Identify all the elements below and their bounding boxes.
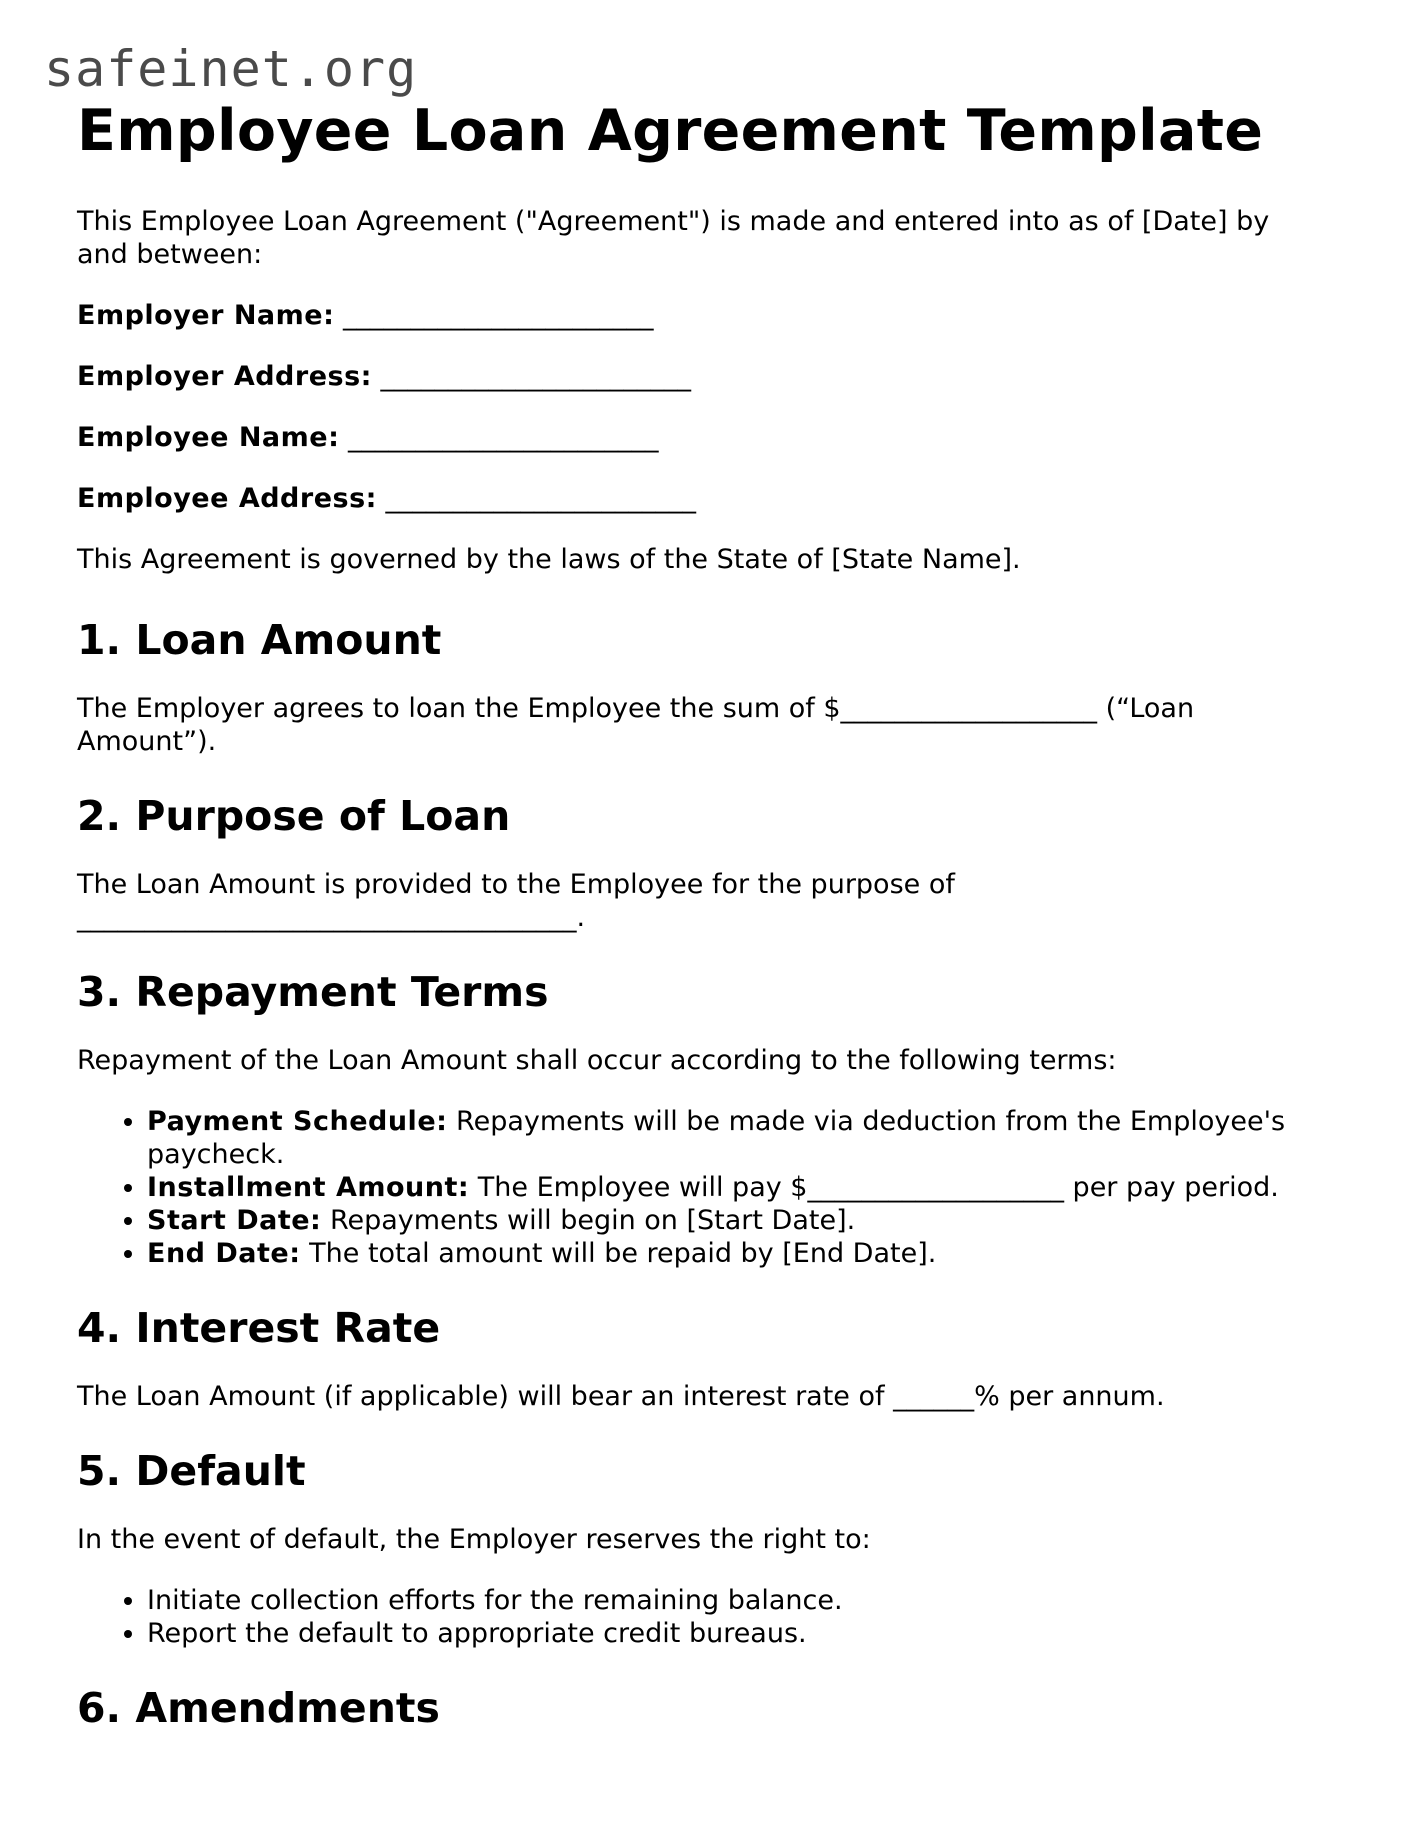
list-item [147, 1105, 1327, 1171]
section-heading-interest: 4. Interest Rate [77, 1304, 441, 1352]
repayment-terms-list [77, 1105, 1327, 1270]
section-heading-amendments: 6. Amendments [77, 1684, 440, 1732]
term-label: End Date: [147, 1238, 301, 1269]
interest-paragraph: The Loan Amount (if applicable) will bear an interest rate of ______% per annum. [77, 1381, 1165, 1412]
default-paragraph: In the event of default, the Employer reserves the right to: [77, 1524, 871, 1555]
governing-law-paragraph: This Agreement is governed by the laws of the State of [State Name]. [77, 544, 1021, 575]
watermark: safeinet.org [44, 40, 418, 98]
document-body [77, 96, 1327, 1733]
field-blank: _______________________ [343, 300, 654, 331]
term-text: The Employee will pay $___________________ per pay period. [477, 1172, 1279, 1203]
section-heading-loan-amount: 1. Loan Amount [77, 616, 442, 664]
section-heading-default: 5. Default [77, 1447, 306, 1495]
repayment-paragraph: Repayment of the Loan Amount shall occur according to the following terms: [77, 1045, 1117, 1076]
field-blank: _______________________ [380, 361, 692, 392]
loan-amount-paragraph: The Employer agrees to loan the Employee the sum of $___________________ (“Loan Amount”). [77, 693, 1195, 757]
list-item [147, 1204, 1327, 1237]
field-label: Employee Name: [77, 422, 340, 453]
employer-address-field [77, 360, 1327, 393]
list-item [147, 1171, 1327, 1204]
term-text: Repayments will be made via deduction from the Employee's paycheck. [147, 1106, 1286, 1170]
page-title: Employee Loan Agreement Template [77, 98, 1264, 164]
term-label: Installment Amount: [147, 1172, 470, 1203]
purpose-paragraph: The Loan Amount is provided to the Employee for the purpose of _____________________________________. [77, 869, 955, 933]
field-blank: _______________________ [348, 422, 659, 453]
field-label: Employee Address: [77, 483, 377, 514]
field-label: Employer Name: [77, 300, 335, 331]
term-text: Repayments will begin on [Start Date]. [329, 1205, 856, 1236]
employee-name-field [77, 421, 1327, 454]
list-item: • Initiate collection efforts for the remaining balance. [147, 1584, 1327, 1617]
employee-address-field [77, 482, 1327, 515]
field-blank: _______________________ [385, 483, 697, 514]
intro-paragraph: This Employee Loan Agreement ("Agreement") is made and entered into as of [Date] by and between: [77, 206, 1270, 270]
term-label: Start Date: [147, 1205, 322, 1236]
list-item: • Report the default to appropriate credit bureaus. [147, 1617, 1327, 1650]
field-label: Employer Address: [77, 361, 372, 392]
term-text: The total amount will be repaid by [End Date]. [309, 1238, 937, 1269]
list-item [147, 1237, 1327, 1270]
section-heading-repayment: 3. Repayment Terms [77, 968, 549, 1016]
default-remedies-list [77, 1584, 1327, 1650]
section-heading-purpose: 2. Purpose of Loan [77, 792, 511, 840]
term-label: Payment Schedule: [147, 1106, 448, 1137]
employer-name-field [77, 299, 1327, 332]
